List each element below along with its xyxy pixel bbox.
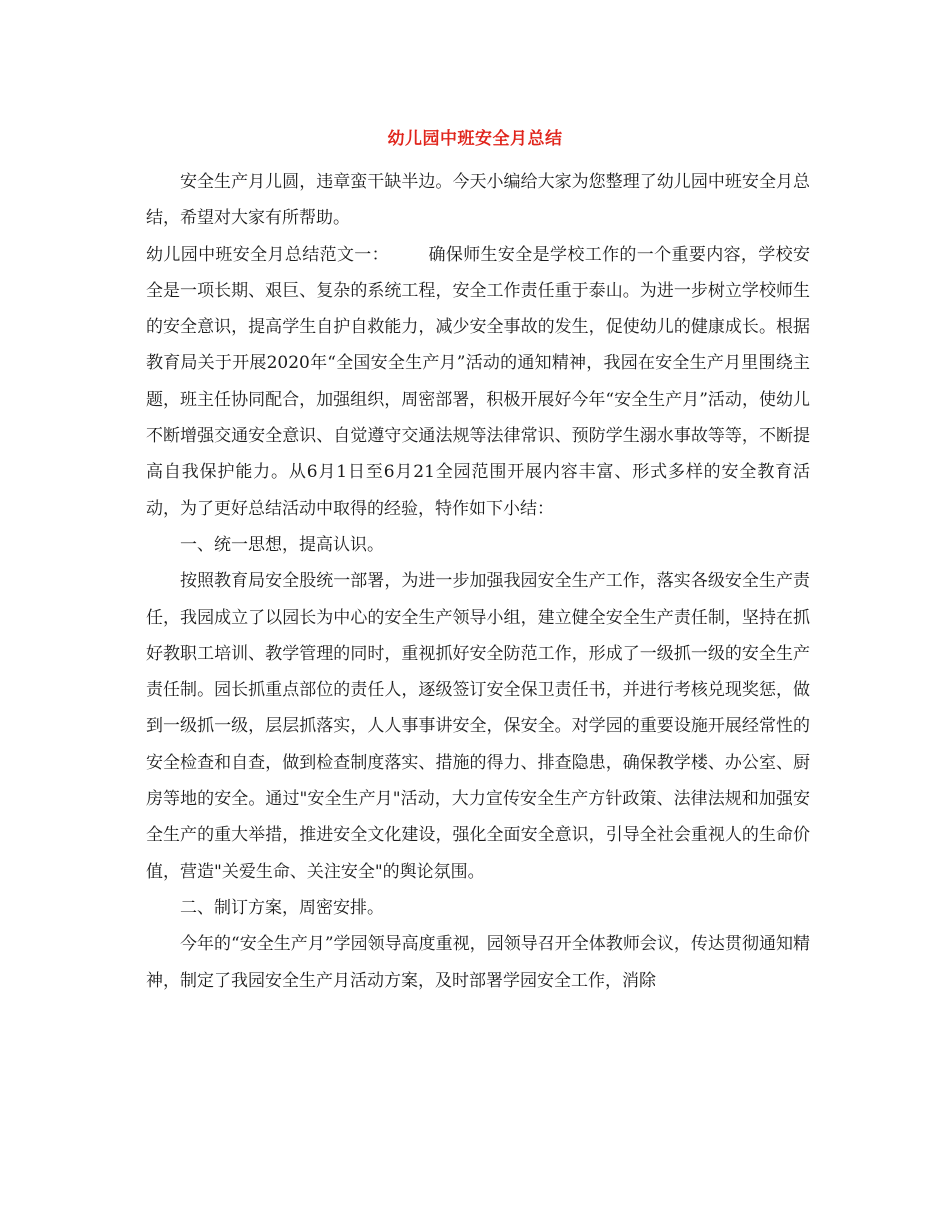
section-lead: 确保师生安全是学校工作的一个重要内容，学校安全是一项长期、艰巨、复杂的系统工程，安全工作责任重于泰山。为进一步树立学校师生的安全意识，提高学生自护自救能力，减少安全事故的发生，促使幼儿的健康成长。根据教育局关于开展2020年“全国安全生产月”活动的通知精神，我园在安全生产月里围绕主题，班主任协同配合，加强组织，周密部署，积极开展好今年“安全生产月”活动，使幼儿不断增强交通安全意识、自觉遵守交通法规等法律常识、预防学生溺水事故等等，不断提高自我保护能力。从6月1日至6月21全园范围开展内容丰富、形式多样的安全教育活动，为了更好总结活动中取得的经验，特作如下小结：: [146, 244, 811, 519]
paragraph-1: 按照教育局安全股统一部署，为进一步加强我园安全生产工作，落实各级安全生产责任，我园成立了以园长为中心的安全生产领导小组，建立健全安全生产责任制，坚持在抓好教职工培训、教学管理的同时，重视抓好安全防范工作，形成了一级抓一级的安全生产责任制。园长抓重点部位的责任人，逐级签订安全保卫责任书，并进行考核兑现奖惩，做到一级抓一级，层层抓落实，人人事事讲安全，保安全。对学园的重要设施开展经常性的安全检查和自查，做到检查制度落实、措施的得力、排查隐患，确保教学楼、办公室、厨房等地的安全。通过"安全生产月"活动，大力宣传安全生产方针政策、法律法规和加强安全生产的重大举措，推进安全文化建设，强化全面安全意识，引导全社会重视人的生命价值，营造"关爱生命、关注安全"的舆论氛围。: [146, 571, 810, 882]
heading-1: 一、统一思想，提高认识。: [180, 534, 384, 555]
document-title: 幼儿园中班安全月总结: [387, 129, 563, 149]
section-paragraph: [146, 237, 810, 527]
document-body: [146, 164, 810, 999]
paragraph-2: 今年的“安全生产月”学园领导高度重视，园领导召开全体教师会议，传达贯彻通知精神，制定了我园安全生产月活动方案，及时部署学园安全工作，消除: [146, 934, 810, 991]
section-label: 幼儿园中班安全月总结范文一：: [146, 244, 390, 265]
intro-paragraph: 安全生产月儿圆，违章蛮干缺半边。今天小编给大家为您整理了幼儿园中班安全月总结，希望对大家有所帮助。: [146, 172, 810, 229]
heading-2: 二、制订方案，周密安排。: [180, 897, 384, 918]
